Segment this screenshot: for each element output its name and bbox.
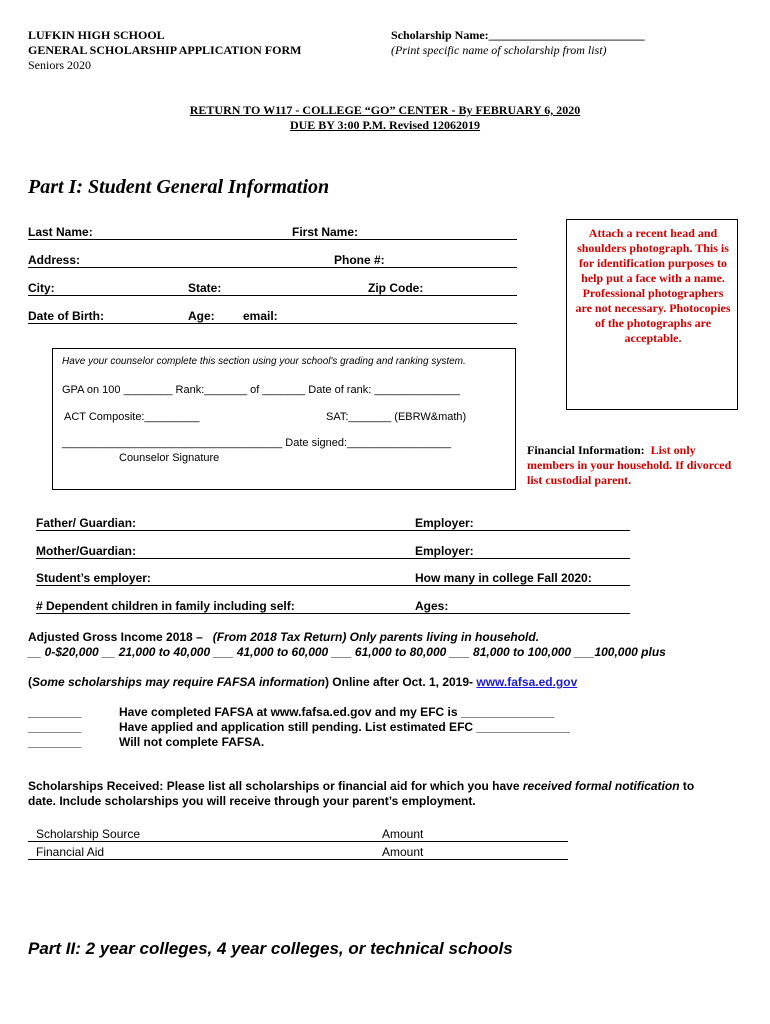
counselor-signature-label: Counselor Signature (119, 452, 220, 464)
fafsa-note-italic: Some scholarships may require FAFSA information (32, 675, 325, 689)
mother-line[interactable] (36, 558, 630, 559)
dependents-line[interactable] (36, 613, 630, 614)
city-line[interactable] (28, 295, 517, 296)
photo-instructions: Attach a recent head and shoulders photograph. This is for identification purposes to help put a face with a name. Professional photographers are not necessary. Photocopies of the photographs are acceptable. (575, 226, 731, 345)
student-employer-line[interactable] (36, 585, 630, 586)
financial-info-note (527, 443, 737, 488)
name-line[interactable] (28, 239, 517, 240)
part1-title: Part I: Student General Information (28, 176, 330, 198)
dob-line[interactable] (28, 323, 517, 324)
act-composite-field[interactable]: ACT Composite:_________ (64, 411, 200, 423)
phone-label: Phone #: (334, 253, 385, 267)
return-instructions: RETURN TO W117 - COLLEGE “GO” CENTER - By FEBRUARY 6, 2020 (189, 103, 581, 117)
ages-label: Ages: (415, 599, 449, 613)
gpa-rank-field[interactable]: GPA on 100 ________ Rank:_______ of _______ Date of rank: ______________ (62, 384, 460, 396)
due-date: DUE BY 3:00 P.M. Revised 12062019 (289, 118, 481, 132)
scholarships-received-text-2: date. Include scholarships you will receive through your parent’s employment. (28, 794, 476, 808)
seniors-year: Seniors 2020 (28, 58, 91, 72)
city-label: City: (28, 281, 55, 295)
fafsa-option-none: Will not complete FAFSA. (119, 735, 265, 749)
father-employer-label: Employer: (415, 516, 474, 530)
age-label: Age: (188, 309, 215, 323)
father-label: Father/ Guardian: (36, 516, 137, 530)
school-name: LUFKIN HIGH SCHOOL (28, 28, 165, 42)
agi-ranges[interactable]: __ 0-$20,000 __ 21,000 to 40,000 ___ 41,000 to 60,000 ___ 61,000 to 80,000 ___ 81,000 to 100,000 ___100,000 plus (28, 645, 666, 659)
financial-info-label: Financial Information: (527, 443, 645, 457)
scholarship-name-field[interactable]: Scholarship Name:__________________________ (391, 28, 645, 42)
financial-aid-amount-label: Amount (382, 845, 424, 859)
scholarships-text-c: to (679, 779, 695, 793)
photo-box (566, 219, 738, 410)
financial-aid-label: Financial Aid (36, 845, 105, 859)
email-label: email: (243, 309, 278, 323)
dob-label: Date of Birth: (28, 309, 104, 323)
address-line[interactable] (28, 267, 517, 268)
form-title: GENERAL SCHOLARSHIP APPLICATION FORM (28, 43, 302, 57)
zip-label: Zip Code: (368, 281, 424, 295)
scholarships-text-b: received formal notification (522, 779, 680, 793)
state-label: State: (188, 281, 222, 295)
sat-field[interactable]: SAT:_______ (EBRW&math) (326, 411, 467, 423)
scholarships-text-a: Scholarships Received: Please list all scholarships or financial aid for which you have (28, 779, 523, 793)
fafsa-option-pending: Have applied and application still pending. List estimated EFC ______________ (119, 720, 570, 734)
scholarship-name-hint: (Print specific name of scholarship from list) (391, 43, 607, 57)
fafsa-note-online: Online after Oct. 1, 2019- (328, 675, 477, 689)
mother-employer-label: Employer: (415, 544, 474, 558)
scholarship-source-label: Scholarship Source (36, 827, 141, 841)
father-line[interactable] (36, 530, 630, 531)
fafsa-option-completed: Have completed FAFSA at www.fafsa.ed.gov and my EFC is ______________ (119, 705, 555, 719)
financial-info-text: List only members in your household. If divorced list custodial parent. (527, 443, 732, 487)
fafsa-blank-1[interactable]: ________ (28, 705, 82, 719)
agi-note: (From 2018 Tax Return) Only parents living in household. (212, 630, 540, 644)
counselor-signature-line[interactable]: ____________________________________ Date signed:_________________ (62, 437, 452, 449)
scholarship-amount-label: Amount (382, 827, 424, 841)
fafsa-link[interactable]: www.fafsa.ed.gov (476, 675, 578, 689)
fafsa-blank-2[interactable]: ________ (28, 720, 82, 734)
agi-label: Adjusted Gross Income 2018 – (28, 630, 203, 644)
scholarship-source-line[interactable] (28, 841, 568, 842)
scholarships-received-text (28, 779, 694, 793)
address-label: Address: (28, 253, 81, 267)
fafsa-note: (Some scholarships may require FAFSA information) Online after Oct. 1, 2019- www.fafsa.ed.gov (28, 675, 578, 689)
agi-heading (28, 630, 539, 644)
student-employer-label: Student’s employer: (36, 571, 151, 585)
mother-label: Mother/Guardian: (36, 544, 137, 558)
last-name-label: Last Name: (28, 225, 93, 239)
part2-title: Part II: 2 year colleges, 4 year colleges, or technical schools (28, 939, 513, 958)
first-name-label: First Name: (292, 225, 359, 239)
financial-aid-line[interactable] (28, 859, 568, 860)
college-count-label: How many in college Fall 2020: (415, 571, 592, 585)
fafsa-blank-3[interactable]: ________ (28, 735, 82, 749)
dependents-label: # Dependent children in family including self: (36, 599, 295, 613)
counselor-instruction: Have your counselor complete this section using your school's grading and ranking system. (62, 356, 466, 367)
